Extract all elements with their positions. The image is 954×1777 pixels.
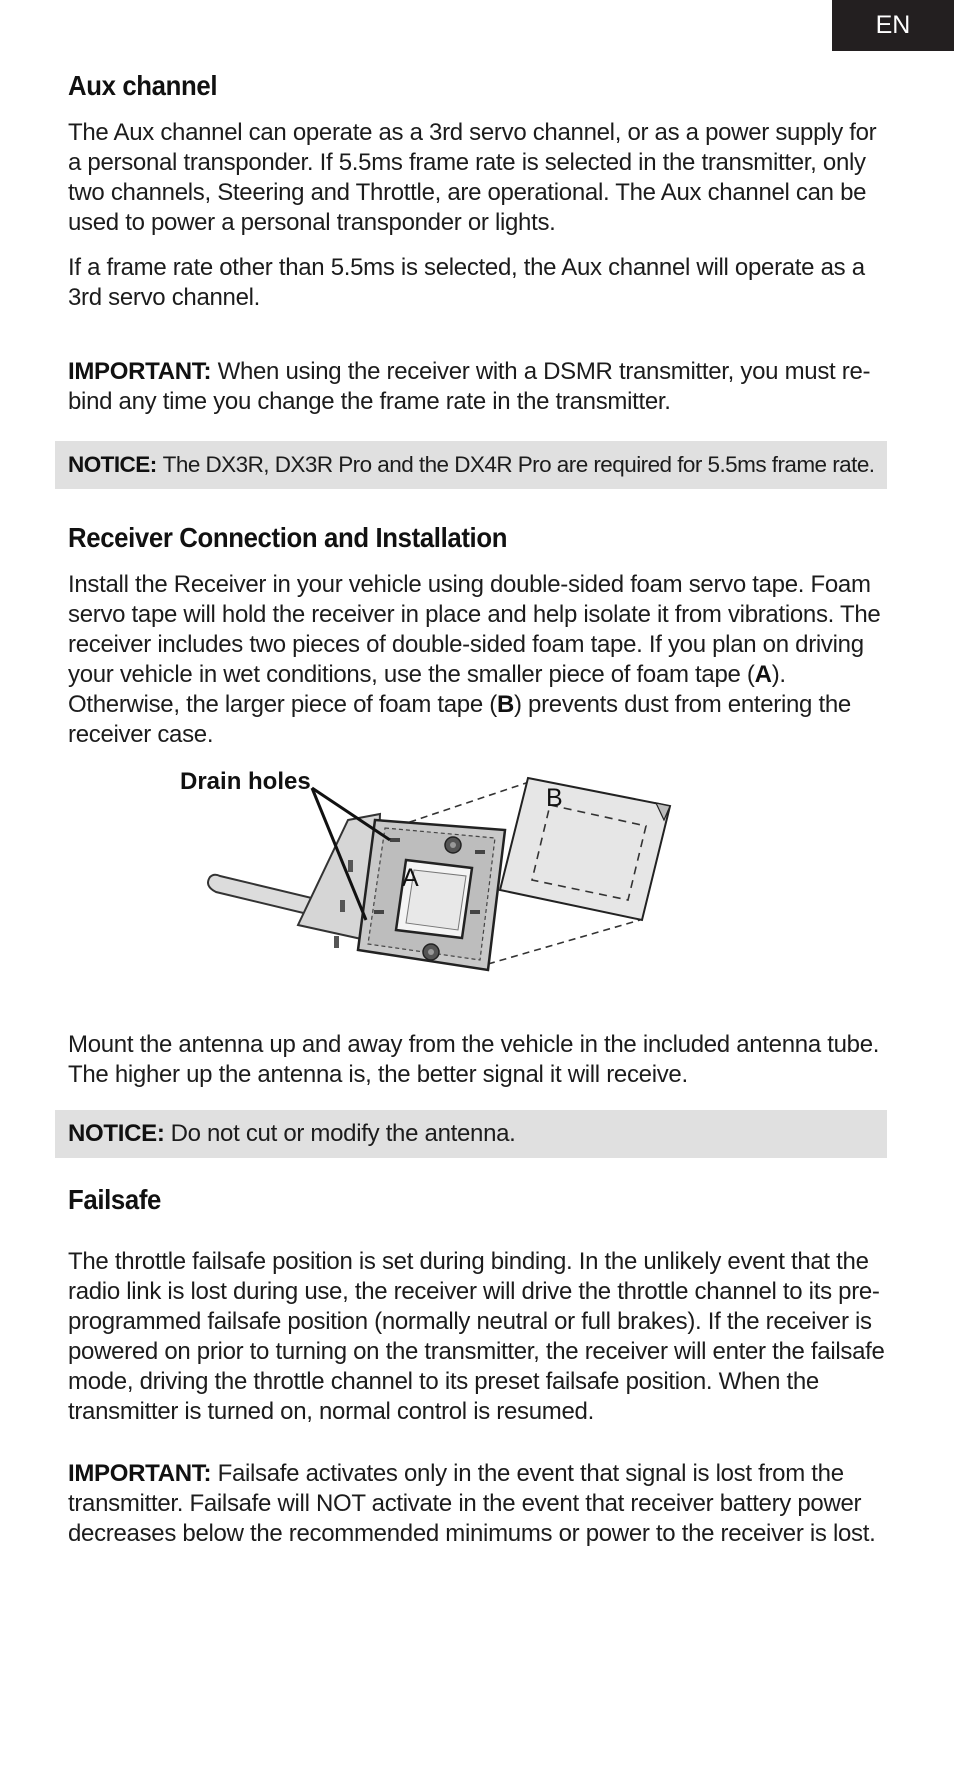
tape-a-label: A bbox=[402, 864, 419, 892]
important-label: IMPORTANT: bbox=[68, 1460, 212, 1487]
failsafe-paragraph: The throttle failsafe position is set during binding. In the unlikely event that the radio link is lost during use, the receiver will drive the throttle channel to its pre-programmed failsafe position (normally neutral or full brakes). If the receiver is powered on prior to turning on the transmitter, the receiver will enter the failsafe mode, driving the throttle channel to its preset failsafe position. When the transmitter is turned on, normal control is resumed. bbox=[68, 1248, 885, 1425]
tape-a-ref: A bbox=[754, 661, 772, 688]
receiver-heading: Receiver Connection and Installation bbox=[68, 522, 508, 553]
failsafe-important-note bbox=[68, 1459, 888, 1549]
aux-paragraph-1: The Aux channel can operate as a 3rd servo channel, or as a power supply for a personal transponder. If 5.5ms frame rate is selected in the transmitter, only two channels, Steering and Throttle, are operational. The Aux channel can be used to power a personal transponder or lights. bbox=[68, 119, 877, 236]
notice-text: The DX3R, DX3R Pro and the DX4R Pro are required for 5.5ms frame rate. bbox=[162, 452, 875, 477]
notice-text: Do not cut or modify the antenna. bbox=[170, 1120, 516, 1147]
notice-label: NOTICE: bbox=[68, 452, 157, 477]
language-tab: EN bbox=[832, 0, 954, 51]
antenna-paragraph: Mount the antenna up and away from the vehicle in the included antenna tube. The higher up the antenna is, the better signal it will receive. bbox=[68, 1031, 880, 1088]
notice-label: NOTICE: bbox=[68, 1120, 165, 1147]
antenna-notice bbox=[55, 1110, 887, 1158]
receiver-text-part: ). Otherwise, the larger piece of foam tape ( bbox=[68, 661, 786, 718]
receiver-text-part: ) prevents dust from entering the receiver case. bbox=[68, 691, 851, 748]
drain-holes-label: Drain holes bbox=[180, 768, 311, 795]
aux-channel-heading: Aux channel bbox=[68, 70, 218, 101]
important-label: IMPORTANT: bbox=[68, 358, 212, 385]
aux-important-note bbox=[68, 357, 888, 417]
receiver-paragraph-1 bbox=[68, 570, 888, 750]
important-text: When using the receiver with a DSMR transmitter, you must re-bind any time you change the frame rate in the transmitter. bbox=[68, 358, 871, 415]
aux-paragraph-2: If a frame rate other than 5.5ms is selected, the Aux channel will operate as a 3rd servo channel. bbox=[68, 254, 865, 311]
failsafe-heading: Failsafe bbox=[68, 1184, 161, 1215]
tape-b-label: B bbox=[546, 784, 563, 812]
important-text: Failsafe activates only in the event that signal is lost from the transmitter. Failsafe will NOT activate in the event that receiver battery power decreases below the recommended minimums or power to the receiver is lost. bbox=[68, 1460, 876, 1547]
foam-tape-b-icon bbox=[500, 778, 670, 920]
receiver-installation-figure bbox=[170, 760, 690, 990]
frame-rate-notice bbox=[55, 441, 887, 489]
receiver-text-part: Install the Receiver in your vehicle using double-sided foam servo tape. Foam servo tape will hold the receiver in place and help isolate it from vibrations. The receiver includes two pieces of double-sided foam tape. If you plan on driving your vehicle in wet conditions, use the smaller piece of foam tape ( bbox=[68, 571, 881, 688]
tape-b-ref: B bbox=[496, 691, 514, 718]
